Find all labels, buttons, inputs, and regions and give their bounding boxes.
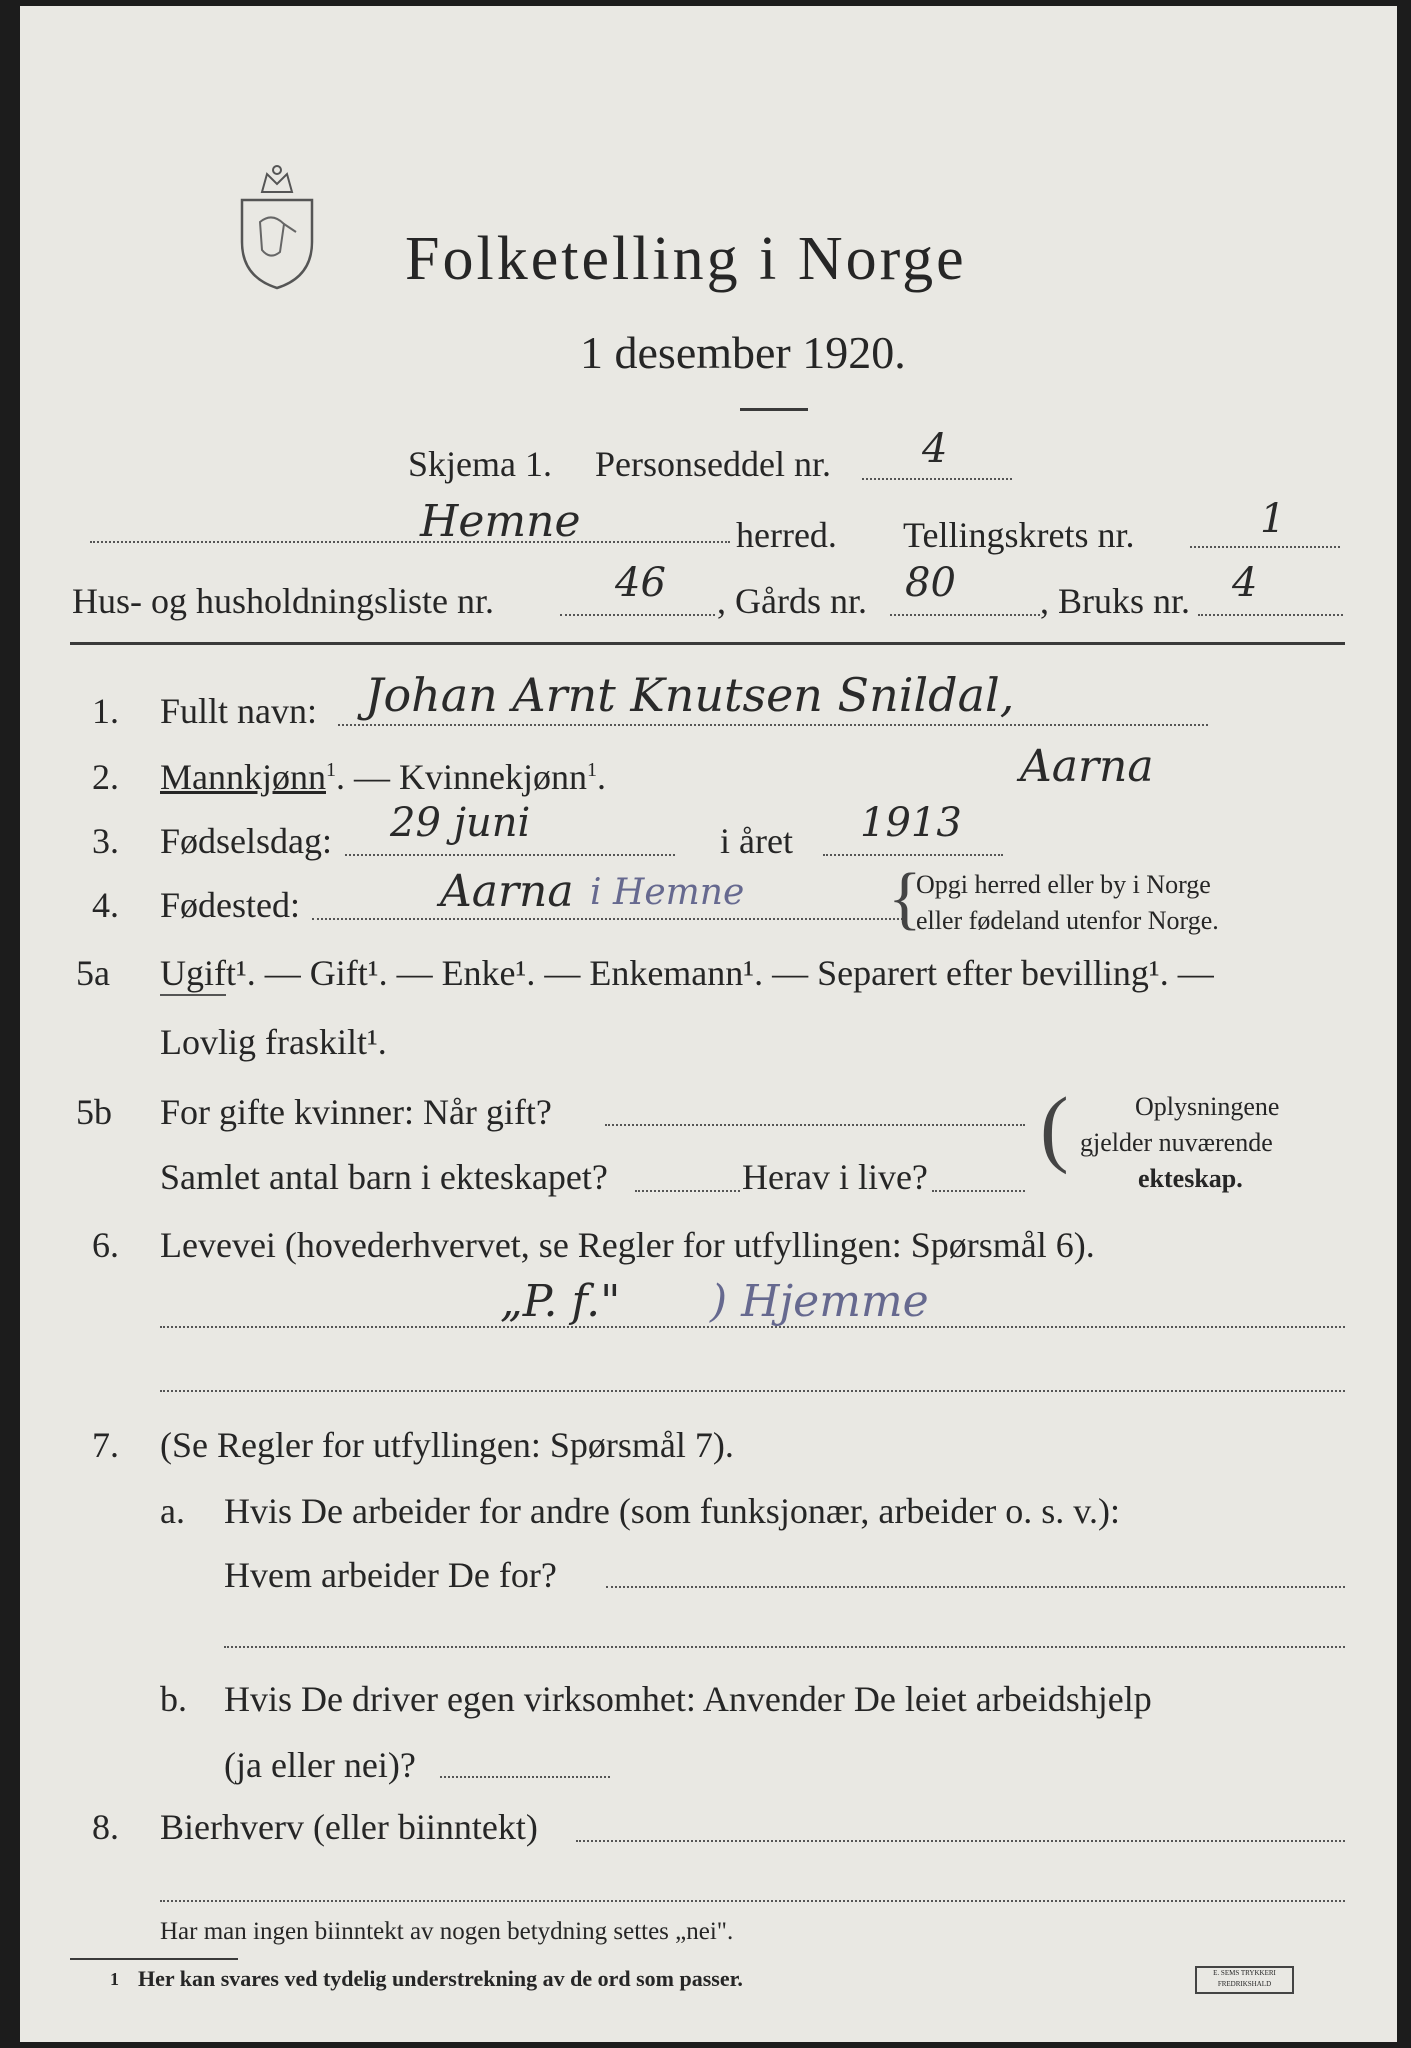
tellingskrets-line — [1190, 546, 1340, 548]
tellingskrets-value: 1 — [1260, 496, 1286, 542]
bruks-line — [1198, 614, 1343, 616]
footer-note: Har man ingen biinntekt av nogen betydning settes „nei". — [160, 1918, 734, 1945]
q6-line-1 — [160, 1326, 1345, 1328]
q7-number: 7. — [92, 1425, 119, 1465]
skjema-label: Skjema 1. — [408, 444, 552, 484]
title-divider — [740, 408, 808, 411]
q4-note-brace: { — [888, 860, 922, 937]
q4-value-annotation: i Hemne — [590, 872, 745, 913]
q7b-number: b. — [160, 1679, 187, 1719]
q5a-number: 5a — [76, 953, 110, 993]
q7b-line1: Hvis De driver egen virksomhet: Anvender De leiet arbeidshjelp — [224, 1679, 1152, 1719]
q6-value-annotation: ) Hjemme — [710, 1276, 929, 1327]
q6-line-2 — [160, 1390, 1345, 1392]
q2-sep: . — — [336, 757, 399, 797]
q5b-alive-line — [932, 1190, 1025, 1192]
q4-line — [312, 918, 907, 920]
herred-line — [90, 541, 730, 543]
q3-day-value: 29 juni — [390, 800, 531, 846]
q6-label: Levevei (hovederhvervet, se Regler for utfyllingen: Spørsmål 6). — [160, 1225, 1095, 1265]
q1-value: Johan Arnt Knutsen Snildal, — [365, 668, 1015, 722]
q5b-children-line — [635, 1190, 740, 1192]
q3-year-value: 1913 — [860, 800, 962, 846]
q7b-line — [440, 1776, 610, 1778]
personseddel-line — [862, 478, 1012, 480]
q4-value: Aarna — [440, 866, 574, 917]
q1-label: Fullt navn: — [160, 691, 318, 731]
gards-line — [890, 614, 1040, 616]
q3-year-label: i året — [720, 821, 793, 861]
q3-year-line — [823, 854, 1003, 856]
q1-value-continued: Aarna — [1020, 741, 1154, 792]
personseddel-label: Personseddel nr. — [595, 444, 831, 484]
footnote-text: Her kan svares ved tydelig understrekning av de ord som passer. — [138, 1966, 743, 1991]
q2-sex: Mannkjønn$^1$. — Kvinnekjønn$^1$. — [160, 757, 606, 797]
q2-female: Kvinnekjønn — [399, 757, 587, 797]
q7-label: (Se Regler for utfyllingen: Spørsmål 7). — [160, 1425, 734, 1465]
q5b-line1-label: For gifte kvinner: Når gift? — [160, 1092, 552, 1132]
gards-value: 80 — [905, 560, 956, 606]
q8-line — [576, 1840, 1345, 1842]
q2-end: . — [596, 757, 606, 797]
census-form-page — [20, 6, 1397, 2042]
q5b-line2-label: Samlet antal barn i ekteskapet? — [160, 1157, 608, 1197]
q3-number: 3. — [92, 821, 119, 861]
q5a-line2: Lovlig fraskilt¹. — [160, 1022, 387, 1062]
q8-number: 8. — [92, 1807, 119, 1847]
q1-line — [338, 724, 1208, 726]
q4-note-2: eller fødeland utenfor Norge. — [916, 906, 1219, 935]
gards-label: , Gårds nr. — [717, 581, 867, 621]
q7a-line2: Hvem arbeider De for? — [224, 1555, 557, 1595]
q5b-note-brace: ( — [1040, 1079, 1069, 1175]
bruks-label: , Bruks nr. — [1040, 581, 1191, 621]
q1-number: 1. — [92, 691, 119, 731]
q5b-line2-label-b: Herav i live? — [742, 1157, 928, 1197]
footnote-divider — [70, 1958, 238, 1960]
q5b-note-3: ekteskap. — [1138, 1164, 1243, 1193]
q4-number: 4. — [92, 885, 119, 925]
q6-value: „P. f." — [500, 1276, 621, 1327]
tellingskrets-label: Tellingskrets nr. — [903, 515, 1135, 555]
q5b-married-line — [605, 1124, 1025, 1126]
q2-male: Mannkjønn — [160, 757, 326, 797]
q8-line-2 — [160, 1900, 1345, 1902]
q8-label: Bierhverv (eller biinntekt) — [160, 1807, 538, 1847]
q5b-note-1: Oplysningene — [1135, 1092, 1280, 1121]
q7a-line-2 — [224, 1646, 1345, 1648]
q5a-ugift-underline — [160, 994, 226, 996]
q4-label: Fødested: — [160, 885, 300, 925]
coat-of-arms-icon — [232, 162, 322, 292]
q7a-line — [606, 1586, 1345, 1588]
q7a-number: a. — [160, 1491, 185, 1531]
q7a-line1: Hvis De arbeider for andre (som funksjonær, arbeider o. s. v.): — [224, 1491, 1120, 1531]
q7b-line2: (ja eller nei)? — [224, 1745, 416, 1785]
q5b-number: 5b — [76, 1092, 112, 1132]
page-title: Folketelling i Norge — [405, 225, 967, 293]
q3-day-line — [345, 854, 675, 856]
hus-label: Hus- og husholdningsliste nr. — [72, 581, 495, 621]
hus-value: 46 — [615, 560, 666, 606]
census-date: 1 desember 1920. — [580, 327, 906, 378]
q6-number: 6. — [92, 1225, 119, 1265]
herred-label: herred. — [736, 515, 837, 555]
q5b-note-2: gjelder nuværende — [1080, 1128, 1273, 1157]
q2-number: 2. — [92, 757, 119, 797]
q4-note-1: Opgi herred eller by i Norge — [916, 870, 1211, 899]
hus-line — [560, 614, 715, 616]
q3-label: Fødselsdag: — [160, 821, 333, 861]
q5a-line1: Ugift¹. — Gift¹. — Enke¹. — Enkemann¹. — Separert efter bevilling¹. — — [160, 953, 1214, 993]
printer-stamp: E. SEMS TRYKKERI FREDRIKSHALD — [1195, 1966, 1294, 1994]
bruks-value: 4 — [1232, 560, 1258, 606]
header-divider — [70, 642, 1345, 645]
personseddel-value: 4 — [922, 426, 948, 472]
herred-value: Hemne — [420, 496, 581, 547]
footnote-number: 1 — [110, 1969, 119, 1989]
